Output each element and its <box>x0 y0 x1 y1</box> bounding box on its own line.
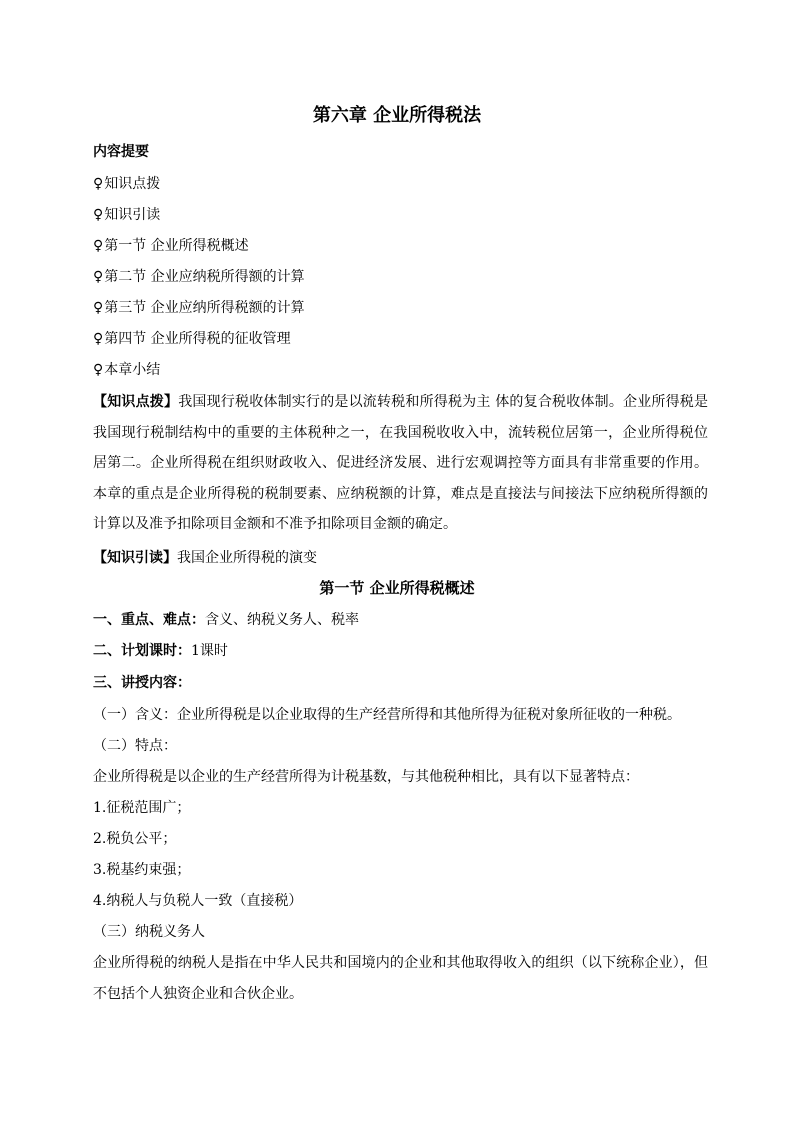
planned-hours-text: 1课时 <box>191 643 228 659</box>
key-points-label: 一、重点、难点： <box>93 612 205 628</box>
features-heading: （二）特点： <box>93 738 177 754</box>
section-title: 第一节 企业所得税概述 <box>319 579 475 597</box>
key-points-text: 含义、纳税义务人、税率 <box>205 612 359 628</box>
feature-item: 1.征税范围广； <box>93 800 191 816</box>
feature-item: 2.税负公平； <box>93 831 177 847</box>
toc-item: ♀第一节 企业所得税概述 <box>93 238 249 254</box>
knowledge-intro <box>93 548 708 568</box>
knowledge-tip-paragraph <box>93 387 708 540</box>
summary-heading: 内容提要 <box>93 144 149 160</box>
venus-symbol-icon: ♀ <box>93 238 104 254</box>
feature-item: 3.税基约束强； <box>93 862 191 878</box>
venus-symbol-icon: ♀ <box>93 269 104 285</box>
chapter-title: 第六章 企业所得税法 <box>312 105 482 126</box>
toc-item: ♀第二节 企业应纳税所得额的计算 <box>93 269 305 285</box>
key-points <box>93 610 708 630</box>
toc-item: ♀第三节 企业应纳所得税额的计算 <box>93 300 305 316</box>
taxpayer-heading: （三）纳税义务人 <box>93 924 205 940</box>
venus-symbol-icon: ♀ <box>93 207 104 223</box>
toc-item: ♀知识点拨 <box>93 176 161 192</box>
knowledge-intro-text: 我国企业所得税的演变 <box>177 550 317 566</box>
lecture-heading: 三、讲授内容： <box>93 675 191 691</box>
definition-text: （一）含义：企业所得税是以企业取得的生产经营所得和其他所得为征税对象所征收的一种税。 <box>93 707 681 723</box>
knowledge-tip-label: 【知识点拨】 <box>93 394 179 410</box>
knowledge-tip-text: 我国现行税收体制实行的是以流转税和所得税为主 体的复合税收体制。企业所得税是我国现行税制结构中的重要的主体税种之一，在我国税收收入中，流转税位居第一，企业所得税位居第二。企业所得税在组织财政收入、促进经济发展、进行宏观调控等方面具有非常重要的作用。本章的重点是企业所得税的税制要素、应纳税额的计算，难点是直接法与间接法下应纳税所得额的计算以及准予扣除项目金额和不准予扣除项目金额的确定。 <box>93 394 709 532</box>
planned-hours <box>93 641 708 661</box>
planned-hours-label: 二、计划课时： <box>93 643 191 659</box>
venus-symbol-icon: ♀ <box>93 300 104 316</box>
toc-item: ♀本章小结 <box>93 362 161 378</box>
venus-symbol-icon: ♀ <box>93 362 104 378</box>
toc-item: ♀知识引读 <box>93 207 161 223</box>
venus-symbol-icon: ♀ <box>93 176 104 192</box>
taxpayer-paragraph: 企业所得税的纳税人是指在中华人民共和国境内的企业和其他取得收入的组织（以下统称企业），但不包括个人独资企业和合伙企业。 <box>93 955 708 1002</box>
features-intro: 企业所得税是以企业的生产经营所得为计税基数，与其他税种相比，具有以下显著特点： <box>93 769 639 785</box>
venus-symbol-icon: ♀ <box>93 331 104 347</box>
feature-item: 4.纳税人与负税人一致（直接税） <box>93 893 303 909</box>
knowledge-intro-label: 【知识引读】 <box>93 550 177 566</box>
toc-item: ♀第四节 企业所得税的征收管理 <box>93 331 291 347</box>
